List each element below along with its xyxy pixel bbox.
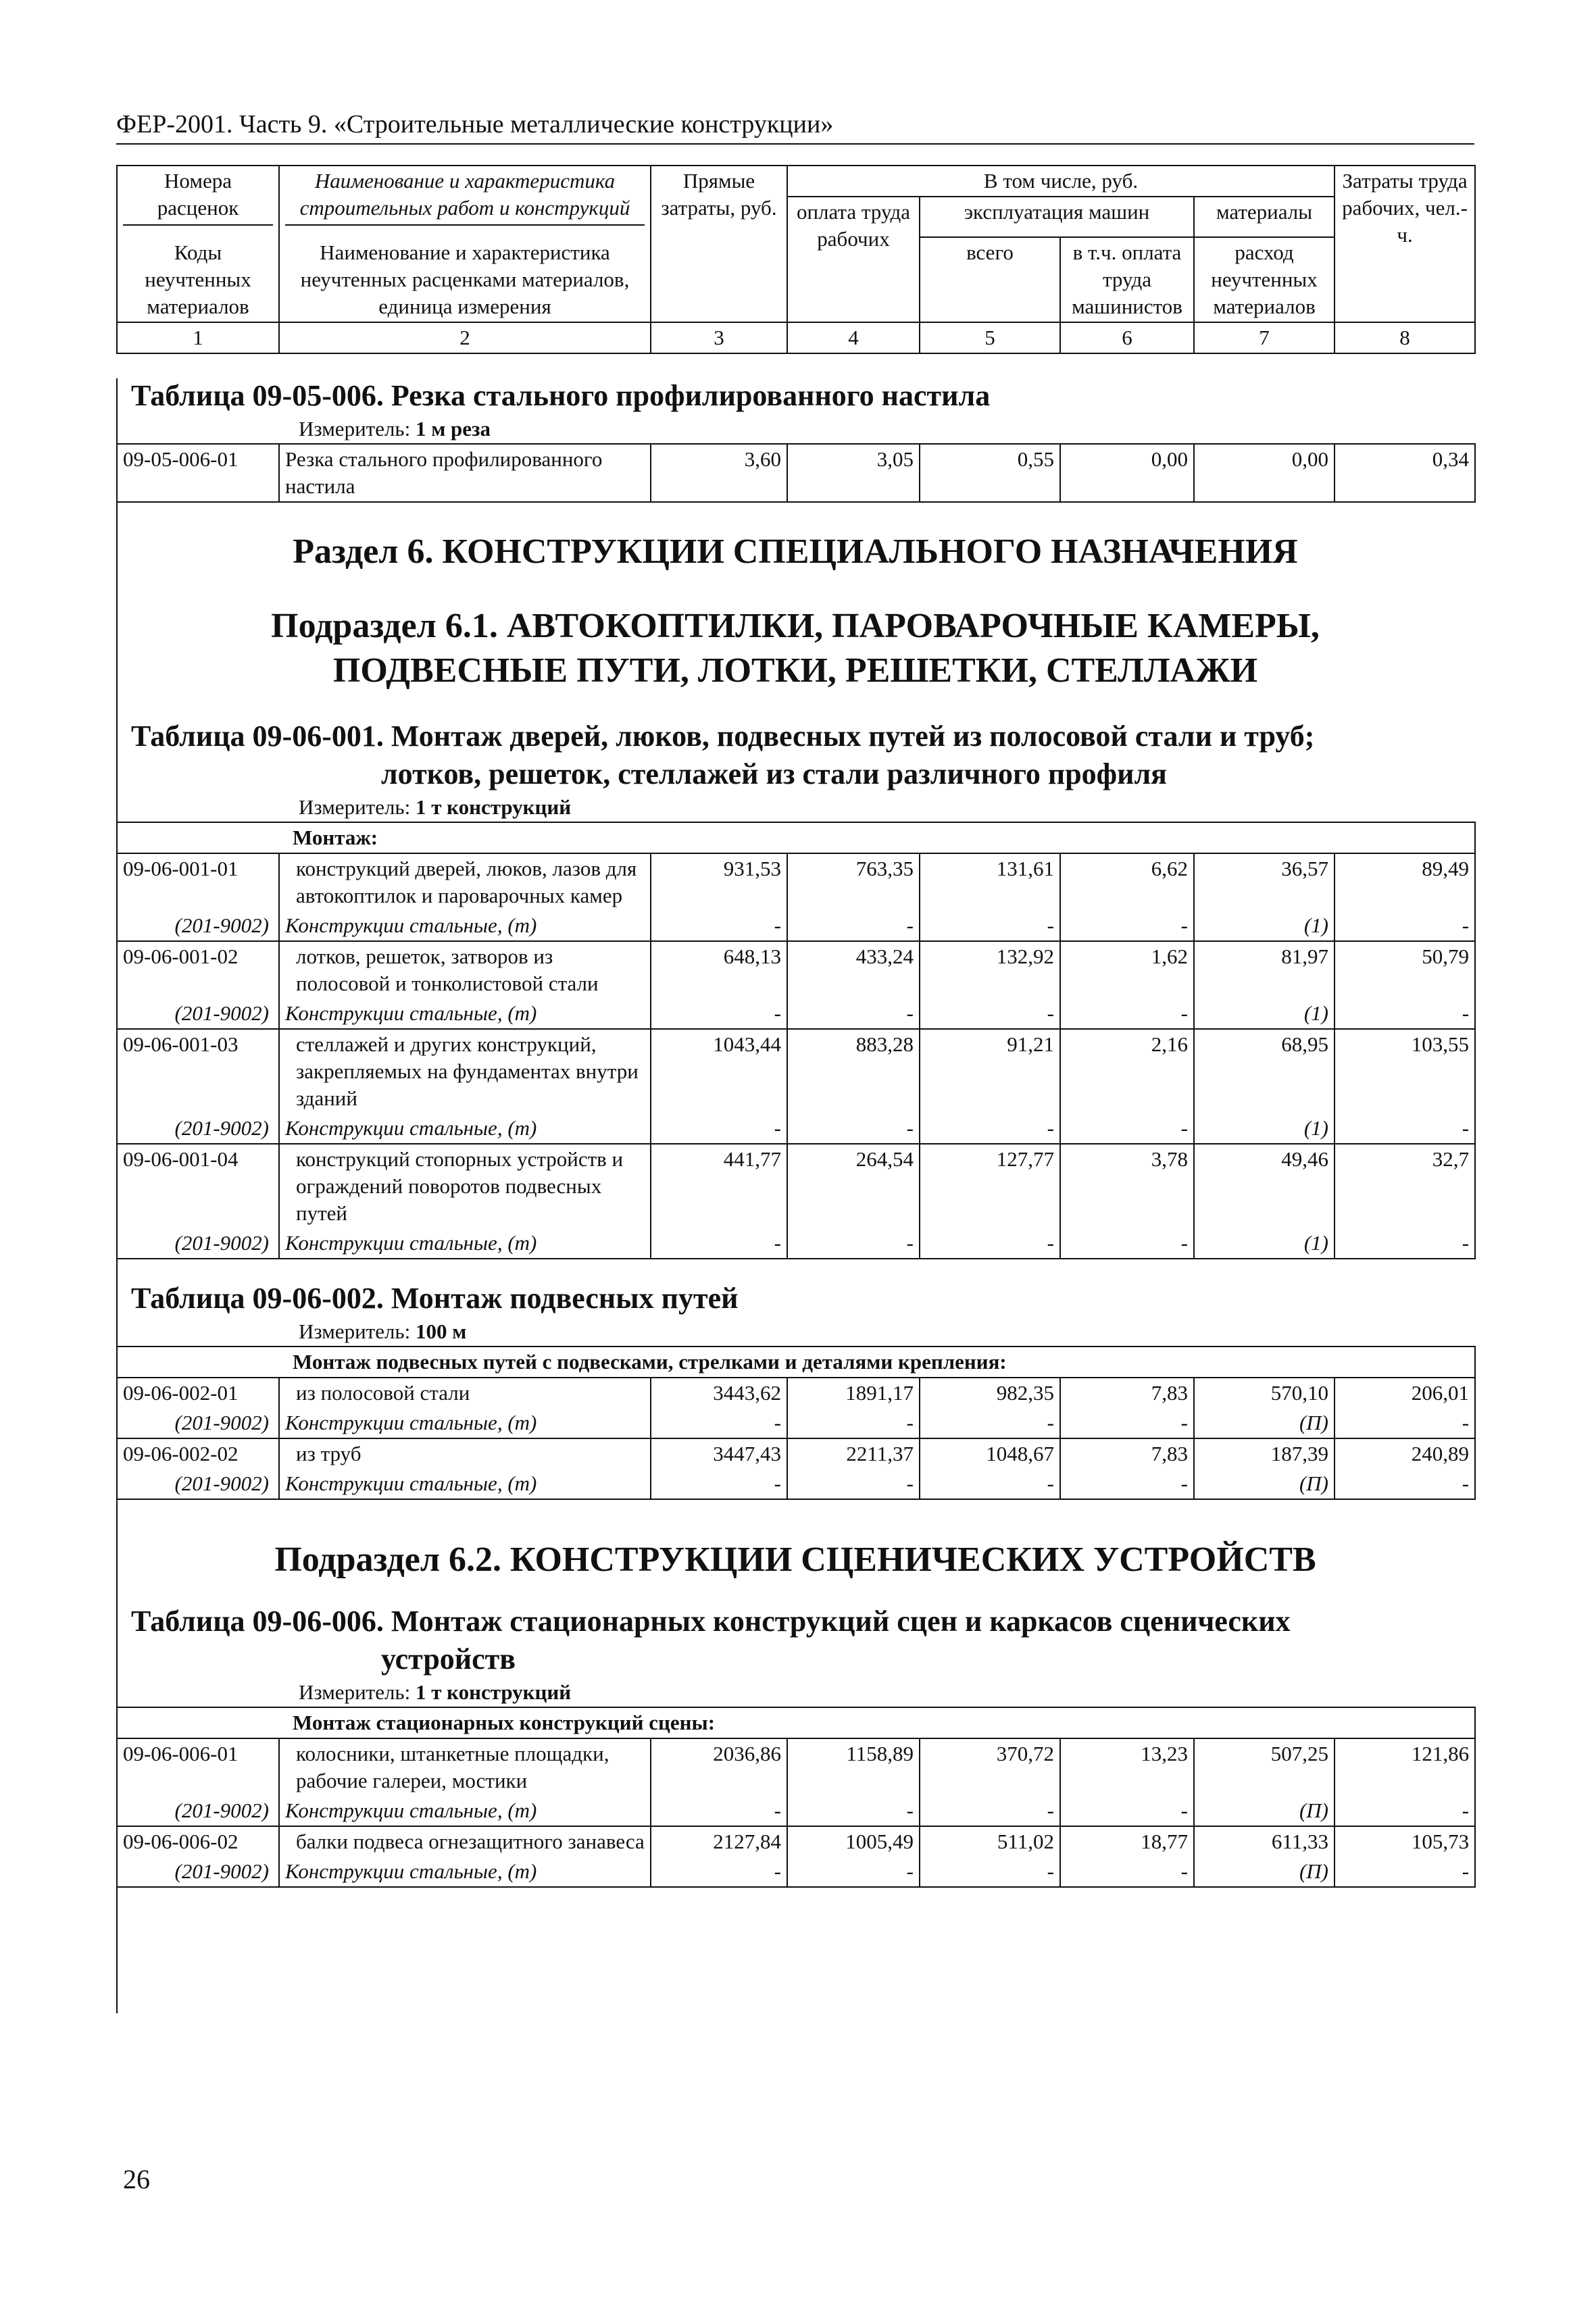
value-cell: 89,49	[1335, 853, 1475, 911]
work-name: колосники, штанкетные площадки, рабочие галереи, мостики	[279, 1738, 651, 1796]
value-cell: 131,61	[920, 853, 1060, 911]
header-col6: в т.ч. оплата труда машинистов	[1060, 237, 1194, 322]
material-row	[117, 1408, 1475, 1438]
material-code: (201-9002)	[117, 1228, 279, 1259]
table-title: Таблица 09-06-006. Монтаж стационарных конструкций сцен и каркасов сценических устройств	[131, 1605, 1291, 1676]
material-code: (201-9002)	[117, 999, 279, 1029]
value-cell: 2127,84	[651, 1826, 787, 1857]
col-number: 5	[920, 322, 1060, 353]
material-row	[117, 999, 1475, 1029]
work-name: лотков, решеток, затворов из полосовой и тонколистовой стали	[279, 941, 651, 999]
header-col2: Наименование и характеристика строительных работ и конструкций Наименование и характеристика неучтенных расценками материалов, единица измерения	[279, 166, 651, 322]
col-number: 7	[1194, 322, 1335, 353]
value-cell: -	[1335, 1796, 1475, 1826]
value-cell: 7,83	[1060, 1438, 1194, 1469]
value-cell: 264,54	[787, 1144, 920, 1228]
value-cell: -	[1060, 1469, 1194, 1499]
value-cell: 50,79	[1335, 941, 1475, 999]
header-col1: Номера расценок Коды неучтенных материалов	[117, 166, 279, 322]
material-name: Конструкции стальные, (т)	[279, 1796, 651, 1826]
material-name: Конструкции стальные, (т)	[279, 999, 651, 1029]
header-col4: оплата труда рабочих	[787, 197, 920, 322]
rate-code: 09-06-001-02	[117, 941, 279, 999]
material-code: (201-9002)	[117, 1796, 279, 1826]
value-cell: 91,21	[920, 1029, 1060, 1113]
value-cell: -	[787, 999, 920, 1029]
value-cell: 1048,67	[920, 1438, 1060, 1469]
value-cell: -	[787, 1408, 920, 1438]
material-code: (201-9002)	[117, 1408, 279, 1438]
value-cell: -	[651, 999, 787, 1029]
unit-of-measure: Измеритель: 1 т конструкций	[299, 795, 572, 819]
value-cell: 6,62	[1060, 853, 1194, 911]
value-cell: -	[1060, 1228, 1194, 1259]
value-cell: 1891,17	[787, 1378, 920, 1408]
value-cell: 32,7	[1335, 1144, 1475, 1228]
value-cell: -	[787, 1228, 920, 1259]
material-row	[117, 911, 1475, 941]
value-cell: -	[651, 1857, 787, 1887]
section-title: Раздел 6. КОНСТРУКЦИИ СПЕЦИАЛЬНОГО НАЗНАЧЕНИЯ	[293, 532, 1298, 571]
value-cell: -	[651, 1228, 787, 1259]
material-row	[117, 1796, 1475, 1826]
header-col7: расход неучтенных материалов	[1194, 237, 1335, 322]
value-cell: -	[787, 1469, 920, 1499]
header-materials: материалы	[1194, 197, 1335, 237]
value-cell: (1)	[1194, 1228, 1335, 1259]
rate-code: 09-06-002-02	[117, 1438, 279, 1469]
material-code: (201-9002)	[117, 1469, 279, 1499]
value-cell: -	[787, 1857, 920, 1887]
table-title: Таблица 09-06-001. Монтаж дверей, люков, подвесных путей из полосовой стали и труб; лотков, решеток, стеллажей из стали различного профиля	[131, 720, 1315, 790]
value-cell: -	[1335, 1113, 1475, 1144]
value-cell: 132,92	[920, 941, 1060, 999]
value-cell: -	[1060, 999, 1194, 1029]
rate-code: 09-06-006-02	[117, 1826, 279, 1857]
table-row	[117, 1438, 1475, 1469]
value-cell: 1005,49	[787, 1826, 920, 1857]
value-cell: -	[920, 999, 1060, 1029]
table-row	[117, 1144, 1475, 1228]
work-name: балки подвеса огнезащитного занавеса	[279, 1826, 651, 1857]
rate-code: 09-06-001-04	[117, 1144, 279, 1228]
header-including: В том числе, руб.	[787, 166, 1335, 197]
value-cell: -	[1060, 911, 1194, 941]
value-cell: 570,10	[1194, 1378, 1335, 1408]
value-cell: 2,16	[1060, 1029, 1194, 1113]
value-cell: -	[920, 1469, 1060, 1499]
material-name: Конструкции стальные, (т)	[279, 1113, 651, 1144]
value-cell: (П)	[1194, 1408, 1335, 1438]
value-cell: 13,23	[1060, 1738, 1194, 1796]
value-cell: 3,78	[1060, 1144, 1194, 1228]
table-row	[117, 941, 1475, 999]
value-cell: -	[651, 1113, 787, 1144]
subsection-title: Подраздел 6.1. АВТОКОПТИЛКИ, ПАРОВАРОЧНЫЕ КАМЕРЫ, ПОДВЕСНЫЕ ПУТИ, ЛОТКИ, РЕШЕТКИ, СТЕЛЛАЖИ	[271, 607, 1320, 690]
col-number: 8	[1335, 322, 1475, 353]
material-name: Конструкции стальные, (т)	[279, 1228, 651, 1259]
table-title: Таблица 09-05-006. Резка стального профилированного настила	[131, 379, 991, 412]
page-number: 26	[123, 2164, 150, 2194]
rate-code: 09-06-002-01	[117, 1378, 279, 1408]
value-cell: -	[787, 1113, 920, 1144]
material-name: Конструкции стальные, (т)	[279, 1469, 651, 1499]
value-cell: 1158,89	[787, 1738, 920, 1796]
document-page	[116, 108, 1474, 1888]
value-cell: -	[920, 911, 1060, 941]
work-name: стеллажей и других конструкций, закрепляемых на фундаментах внутри зданий	[279, 1029, 651, 1113]
value-cell: -	[1335, 911, 1475, 941]
col-number: 1	[117, 322, 279, 353]
value-cell: 240,89	[1335, 1438, 1475, 1469]
value-cell: 121,86	[1335, 1738, 1475, 1796]
value-cell: -	[920, 1796, 1060, 1826]
value-cell: -	[1060, 1113, 1194, 1144]
value-cell: -	[920, 1857, 1060, 1887]
value-cell: -	[651, 1796, 787, 1826]
table-row	[117, 853, 1475, 911]
material-name: Конструкции стальные, (т)	[279, 1857, 651, 1887]
value-cell: -	[1335, 999, 1475, 1029]
value-cell: 370,72	[920, 1738, 1060, 1796]
unit-of-measure: Измеритель: 1 м реза	[299, 417, 491, 441]
table-row: 09-05-006-01 Резка стального профилированного настила 3,60 3,05 0,55 0,00 0,00 0,34	[117, 444, 1475, 502]
value-cell: -	[920, 1228, 1060, 1259]
material-row	[117, 1857, 1475, 1887]
value-cell: -	[920, 1408, 1060, 1438]
material-name: Конструкции стальные, (т)	[279, 911, 651, 941]
material-code: (201-9002)	[117, 1857, 279, 1887]
value-cell: 3443,62	[651, 1378, 787, 1408]
unit-of-measure: Измеритель: 100 м	[299, 1319, 467, 1343]
value-cell: -	[1060, 1408, 1194, 1438]
value-cell: 81,97	[1194, 941, 1335, 999]
table-title: Таблица 09-06-002. Монтаж подвесных путей	[131, 1282, 739, 1315]
value-cell: 187,39	[1194, 1438, 1335, 1469]
value-cell: 931,53	[651, 853, 787, 911]
unit-of-measure: Измеритель: 1 т конструкций	[299, 1680, 572, 1704]
value-cell: 18,77	[1060, 1826, 1194, 1857]
value-cell: 1,62	[1060, 941, 1194, 999]
value-cell: 127,77	[920, 1144, 1060, 1228]
subsection-title: Подраздел 6.2. КОНСТРУКЦИИ СЦЕНИЧЕСКИХ УСТРОЙСТВ	[274, 1540, 1316, 1579]
work-name: из труб	[279, 1438, 651, 1469]
value-cell: -	[651, 1469, 787, 1499]
value-cell: 7,83	[1060, 1378, 1194, 1408]
value-cell: -	[1060, 1857, 1194, 1887]
rates-table-09-05-006	[116, 443, 1476, 503]
running-header: ФЕР-2001. Часть 9. «Строительные металлические конструкции»	[116, 108, 1474, 145]
rates-table-09-06-002	[116, 1346, 1476, 1500]
value-cell: (1)	[1194, 1113, 1335, 1144]
work-name: конструкций стопорных устройств и ограждений поворотов подвесных путей	[279, 1144, 651, 1228]
header-col5: всего	[920, 237, 1060, 322]
value-cell: 105,73	[1335, 1826, 1475, 1857]
table-row	[117, 1378, 1475, 1408]
value-cell: -	[787, 1796, 920, 1826]
value-cell: 103,55	[1335, 1029, 1475, 1113]
work-name: из полосовой стали	[279, 1378, 651, 1408]
value-cell: 2211,37	[787, 1438, 920, 1469]
value-cell: 441,77	[651, 1144, 787, 1228]
value-cell: 1043,44	[651, 1029, 787, 1113]
table-row	[117, 1029, 1475, 1113]
material-code: (201-9002)	[117, 911, 279, 941]
material-code: (201-9002)	[117, 1113, 279, 1144]
group-row: Монтаж:	[117, 822, 1475, 853]
group-row: Монтаж стационарных конструкций сцены:	[117, 1707, 1475, 1738]
material-name: Конструкции стальные, (т)	[279, 1408, 651, 1438]
value-cell: 2036,86	[651, 1738, 787, 1796]
value-cell: (П)	[1194, 1469, 1335, 1499]
value-cell: 763,35	[787, 853, 920, 911]
value-cell: 507,25	[1194, 1738, 1335, 1796]
value-cell: 3447,43	[651, 1438, 787, 1469]
rates-table-09-06-001	[116, 822, 1476, 1259]
rate-code: 09-06-006-01	[117, 1738, 279, 1796]
material-row	[117, 1113, 1475, 1144]
value-cell: -	[1335, 1408, 1475, 1438]
value-cell: -	[1335, 1857, 1475, 1887]
rates-table-09-06-006	[116, 1707, 1476, 1888]
material-row	[117, 1469, 1475, 1499]
value-cell: 883,28	[787, 1029, 920, 1113]
value-cell: 68,95	[1194, 1029, 1335, 1113]
value-cell: 511,02	[920, 1826, 1060, 1857]
rate-code: 09-06-001-01	[117, 853, 279, 911]
col-number: 4	[787, 322, 920, 353]
value-cell: 206,01	[1335, 1378, 1475, 1408]
value-cell: (1)	[1194, 911, 1335, 941]
table-row	[117, 1826, 1475, 1857]
value-cell: -	[787, 911, 920, 941]
column-header-table	[116, 165, 1476, 354]
work-name: конструкций дверей, люков, лазов для автокоптилок и пароварочных камер	[279, 853, 651, 911]
header-col8: Затраты труда рабочих, чел.-ч.	[1335, 166, 1475, 322]
rate-code: 09-06-001-03	[117, 1029, 279, 1113]
value-cell: (П)	[1194, 1796, 1335, 1826]
header-col3: Прямые затраты, руб.	[651, 166, 787, 322]
value-cell: -	[1060, 1796, 1194, 1826]
value-cell: (1)	[1194, 999, 1335, 1029]
col-number: 3	[651, 322, 787, 353]
col-number: 6	[1060, 322, 1194, 353]
col-number: 2	[279, 322, 651, 353]
value-cell: 49,46	[1194, 1144, 1335, 1228]
value-cell: 433,24	[787, 941, 920, 999]
table-row	[117, 1738, 1475, 1796]
value-cell: 648,13	[651, 941, 787, 999]
value-cell: 611,33	[1194, 1826, 1335, 1857]
header-machines: эксплуатация машин	[920, 197, 1194, 237]
value-cell: (П)	[1194, 1857, 1335, 1887]
value-cell: -	[1335, 1469, 1475, 1499]
value-cell: -	[1335, 1228, 1475, 1259]
value-cell: 982,35	[920, 1378, 1060, 1408]
value-cell: -	[651, 1408, 787, 1438]
group-row: Монтаж подвесных путей с подвесками, стрелками и деталями крепления:	[117, 1347, 1475, 1378]
material-row	[117, 1228, 1475, 1259]
value-cell: 36,57	[1194, 853, 1335, 911]
value-cell: -	[920, 1113, 1060, 1144]
value-cell: -	[651, 911, 787, 941]
